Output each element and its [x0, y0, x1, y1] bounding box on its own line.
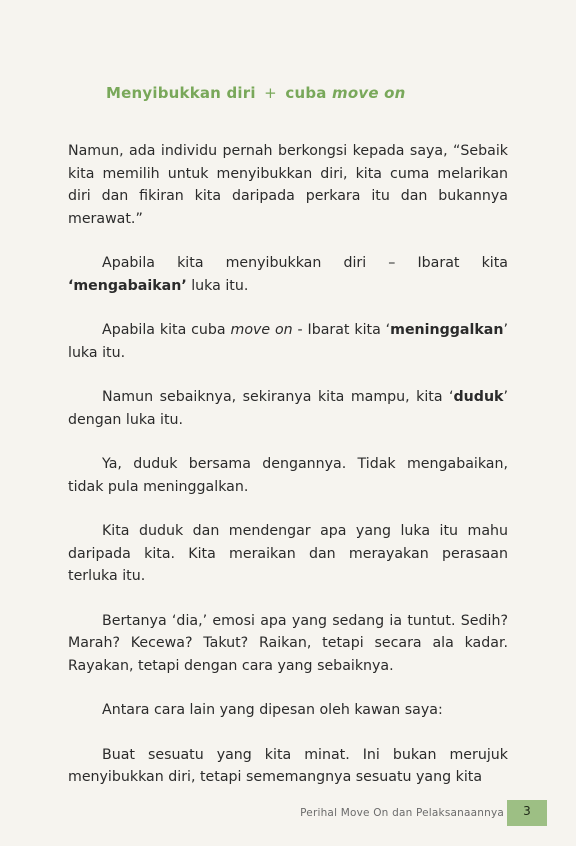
paragraph-6: Kita duduk dan mendengar apa yang luka itu mahu daripada kita. Kita meraikan dan merayakan perasaan terluka itu.	[68, 523, 508, 584]
paragraph-2-c: luka itu.	[186, 277, 249, 294]
page-number-box	[507, 800, 547, 826]
page-number: 3	[523, 804, 531, 818]
heading-part-2: cuba	[285, 84, 327, 102]
heading-plus: +	[264, 84, 277, 102]
paragraph-5: Ya, duduk bersama dengannya. Tidak mengabaikan, tidak pula meninggalkan.	[68, 456, 508, 495]
paragraph-4-c: ’ dengan luka itu.	[68, 389, 508, 428]
paragraph-2-a: Apabila kita menyibukkan diri – Ibarat kita	[102, 255, 508, 271]
paragraph-2-bold: ‘mengabaikan’	[68, 277, 187, 294]
paragraph-1: Namun, ada individu pernah berkongsi kepada saya, “Sebaik kita memilih untuk menyibukkan diri, kita cuma melarikan diri dan fikiran kita daripada perkara itu dan bukannya merawat.”	[68, 143, 508, 227]
running-title: Perihal Move On dan Pelaksanaannya	[300, 807, 504, 819]
paragraph-7: Bertanya ‘dia,’ emosi apa yang sedang ia tuntut. Sedih? Marah? Kecewa? Takut? Raikan, tetapi secara ala kadar. Rayakan, tetapi dengan cara yang sebaiknya.	[68, 612, 508, 674]
body-text	[68, 140, 508, 811]
paragraph-3-e: ’ luka itu.	[68, 322, 508, 361]
page-footer	[0, 800, 576, 828]
paragraph-3-c: - Ibarat kita ‘	[292, 322, 391, 338]
paragraph-3-bold: meninggalkan	[390, 322, 504, 338]
paragraph-3-a: Apabila kita cuba	[102, 322, 231, 338]
heading-part-1: Menyibukkan diri	[106, 84, 256, 102]
paragraph-3-italic: move on	[230, 322, 293, 338]
paragraph-4-a: Namun sebaiknya, sekiranya kita mampu, kita ‘	[102, 389, 454, 405]
paragraph-8: Antara cara lain yang dipesan oleh kawan saya:	[102, 702, 443, 718]
paragraph-3	[68, 319, 508, 364]
section-heading	[106, 84, 406, 102]
paragraph-2	[68, 252, 508, 297]
heading-part-3: move on	[332, 84, 406, 102]
paragraph-4-bold: duduk	[453, 389, 504, 405]
paragraph-9: Buat sesuatu yang kita minat. Ini bukan merujuk menyibukkan diri, tetapi sememangnya sesuatu yang kita	[68, 746, 508, 785]
paragraph-4	[68, 386, 508, 431]
